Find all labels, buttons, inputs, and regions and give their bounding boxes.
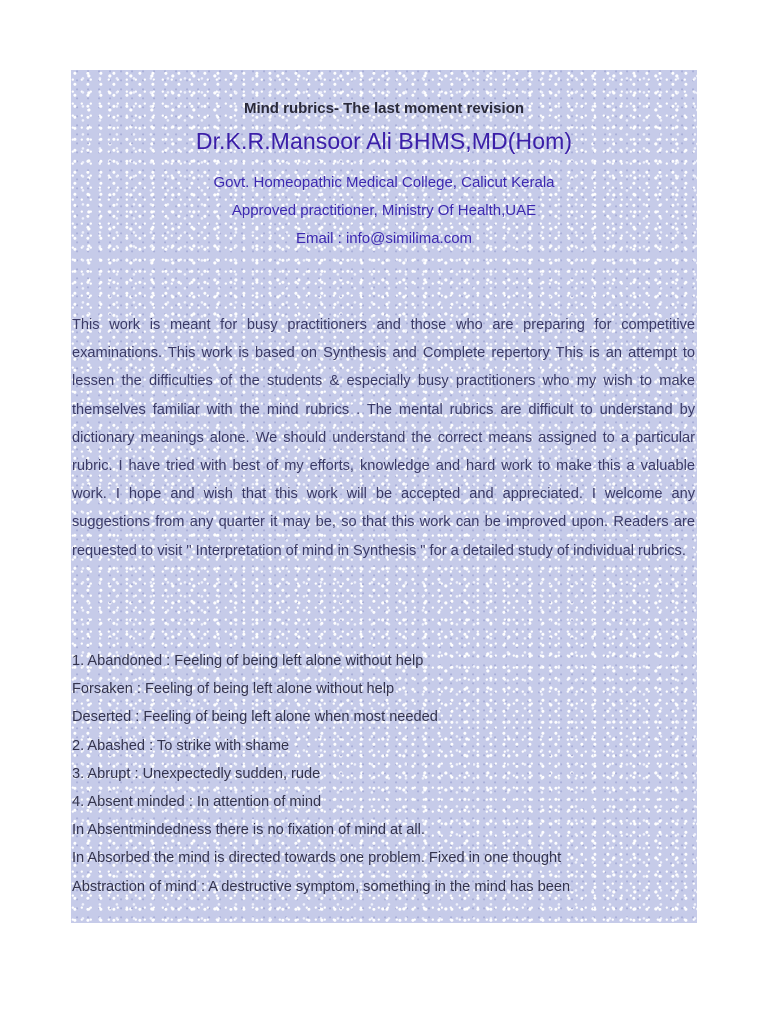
rubric-item: In Absentmindedness there is no fixation of mind at all. — [72, 822, 425, 839]
document-title: Mind rubrics- The last moment revision — [243, 100, 525, 117]
approval-line: Approved practitioner, Ministry Of Health,UAE — [231, 202, 537, 219]
intro-paragraph: This work is meant for busy practitioners and those who are preparing for competitive examinations. This work is based on Synthesis and Complete repertory This is an attempt to lessen the difficulties of the students & especially busy practitioners who my wish to make themselves familiar with the mind rubrics . The mental rubrics are difficult to understand by dictionary meanings alone. We should understand the correct means assigned to a particular rubric. I have tried with best of my efforts, knowledge and hard work to make this a valuable work. I hope and wish that this work will be accepted and appreciated. I welcome any suggestions from any quarter it may be, so that this work can be improved upon. Readers are requested to visit " Interpretation of mind in Synthesis " for a detailed study of individual rubrics. — [72, 317, 695, 559]
rubric-item: Deserted : Feeling of being left alone when most needed — [72, 709, 438, 726]
document-page — [71, 70, 697, 923]
rubric-item: 3. Abrupt : Unexpectedly sudden, rude — [72, 765, 321, 782]
author-name: Dr.K.R.Mansoor Ali BHMS,MD(Hom) — [195, 128, 573, 154]
rubric-item: Forsaken : Feeling of being left alone without help — [72, 681, 395, 698]
college-line: Govt. Homeopathic Medical College, Calicut Kerala — [213, 174, 555, 191]
email-line: Email : info@similima.com — [295, 230, 473, 247]
rubric-item: 4. Absent minded : In attention of mind — [72, 794, 322, 811]
rubric-list — [72, 647, 695, 901]
rubric-item: 2. Abashed : To strike with shame — [72, 737, 290, 754]
rubric-item: 1. Abandoned : Feeling of being left alone without help — [72, 653, 424, 669]
rubric-item: Abstraction of mind : A destructive symptom, something in the mind has been — [72, 878, 571, 895]
rubric-item: In Absorbed the mind is directed towards one problem. Fixed in one thought — [72, 850, 562, 867]
